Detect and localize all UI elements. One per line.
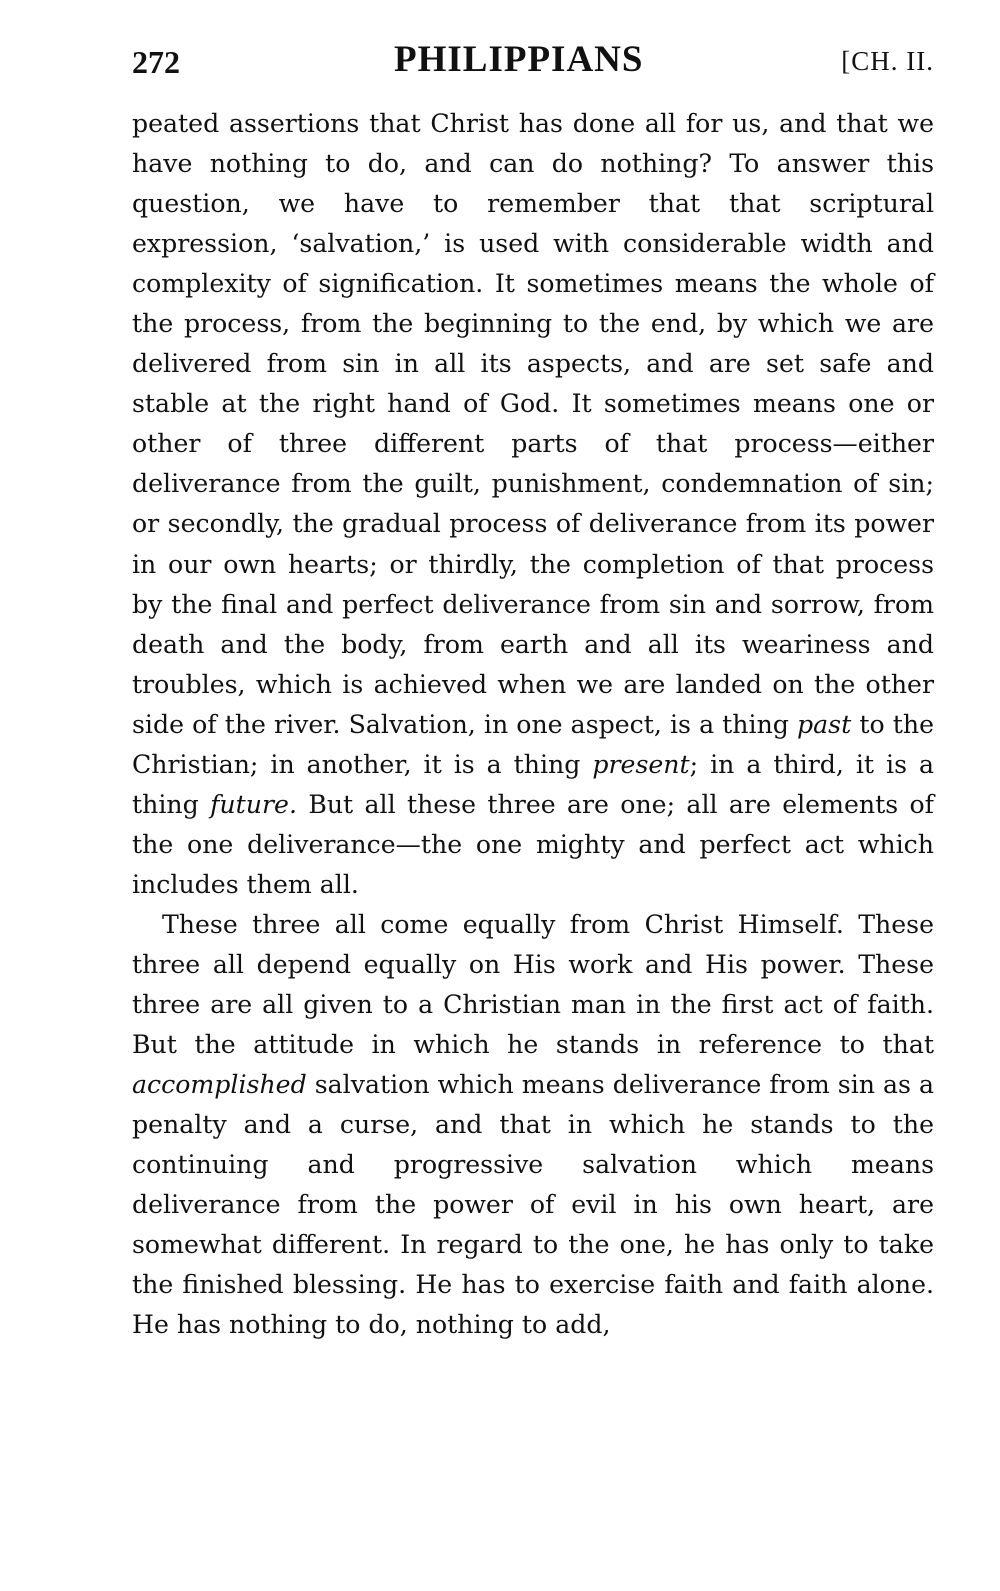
page-header [132, 38, 934, 82]
paragraph-1-text-d: But all these three are one; all are elements of the one deliverance—the one mighty and perfect act which includes them all. [132, 789, 934, 899]
emphasis-past: past [797, 709, 852, 739]
page-number: 272 [132, 44, 180, 80]
emphasis-accomplished: accomplished [132, 1070, 307, 1100]
emphasis-future: future. [210, 789, 297, 819]
paragraph-1-text-b: to the Christian; in another, it is a thing [132, 709, 934, 779]
paragraph-1-text-c: ; in a third, it is a thing [132, 749, 934, 819]
emphasis-present: present [592, 749, 690, 779]
paragraph-2 [132, 905, 934, 1346]
chapter-reference: [CH. II. [841, 46, 934, 76]
paragraph-1-text-a: peated assertions that Christ has done all for us, and that we have nothing to do, and can do nothing? To answer this question, we have to remember that that scriptural expression, ‘salvation,’ is used with considerable width and complexity of signification. It sometimes means the whole of the process, from the beginning to the end, by which we are delivered from sin in all its aspects, and are set safe and stable at the right hand of God. It sometimes means one or other of three different parts of that process—either deliverance from the guilt, punishment, condemnation of sin; or secondly, the gradual process of deliverance from its power in our own hearts; or thirdly, the completion of that process by the final and perfect deliverance from sin and sorrow, from death and the body, from earth and all its weariness and troubles, which is achieved when we are landed on the other side of the river. Salvation, in one aspect, is a thing [132, 109, 934, 739]
paragraph-1 [132, 104, 934, 905]
paragraph-2-text-a: These three all come equally from Christ Himself. These three all depend equally on His work and His power. These three are all given to a Christian man in the first act of faith. But the attitude in which he stands in reference to that [132, 909, 934, 1060]
paragraph-2-text-b: salvation which means deliverance from sin as a penalty and a curse, and that in which he stands to the continuing and progressive salvation which means deliverance from the power of evil in his own heart, are somewhat different. In regard to the one, he has only to take the finished blessing. He has to exercise faith and faith alone. He has nothing to do, nothing to add, [132, 1070, 934, 1340]
running-title: PHILIPPIANS [394, 39, 644, 80]
body-text [132, 104, 934, 1345]
